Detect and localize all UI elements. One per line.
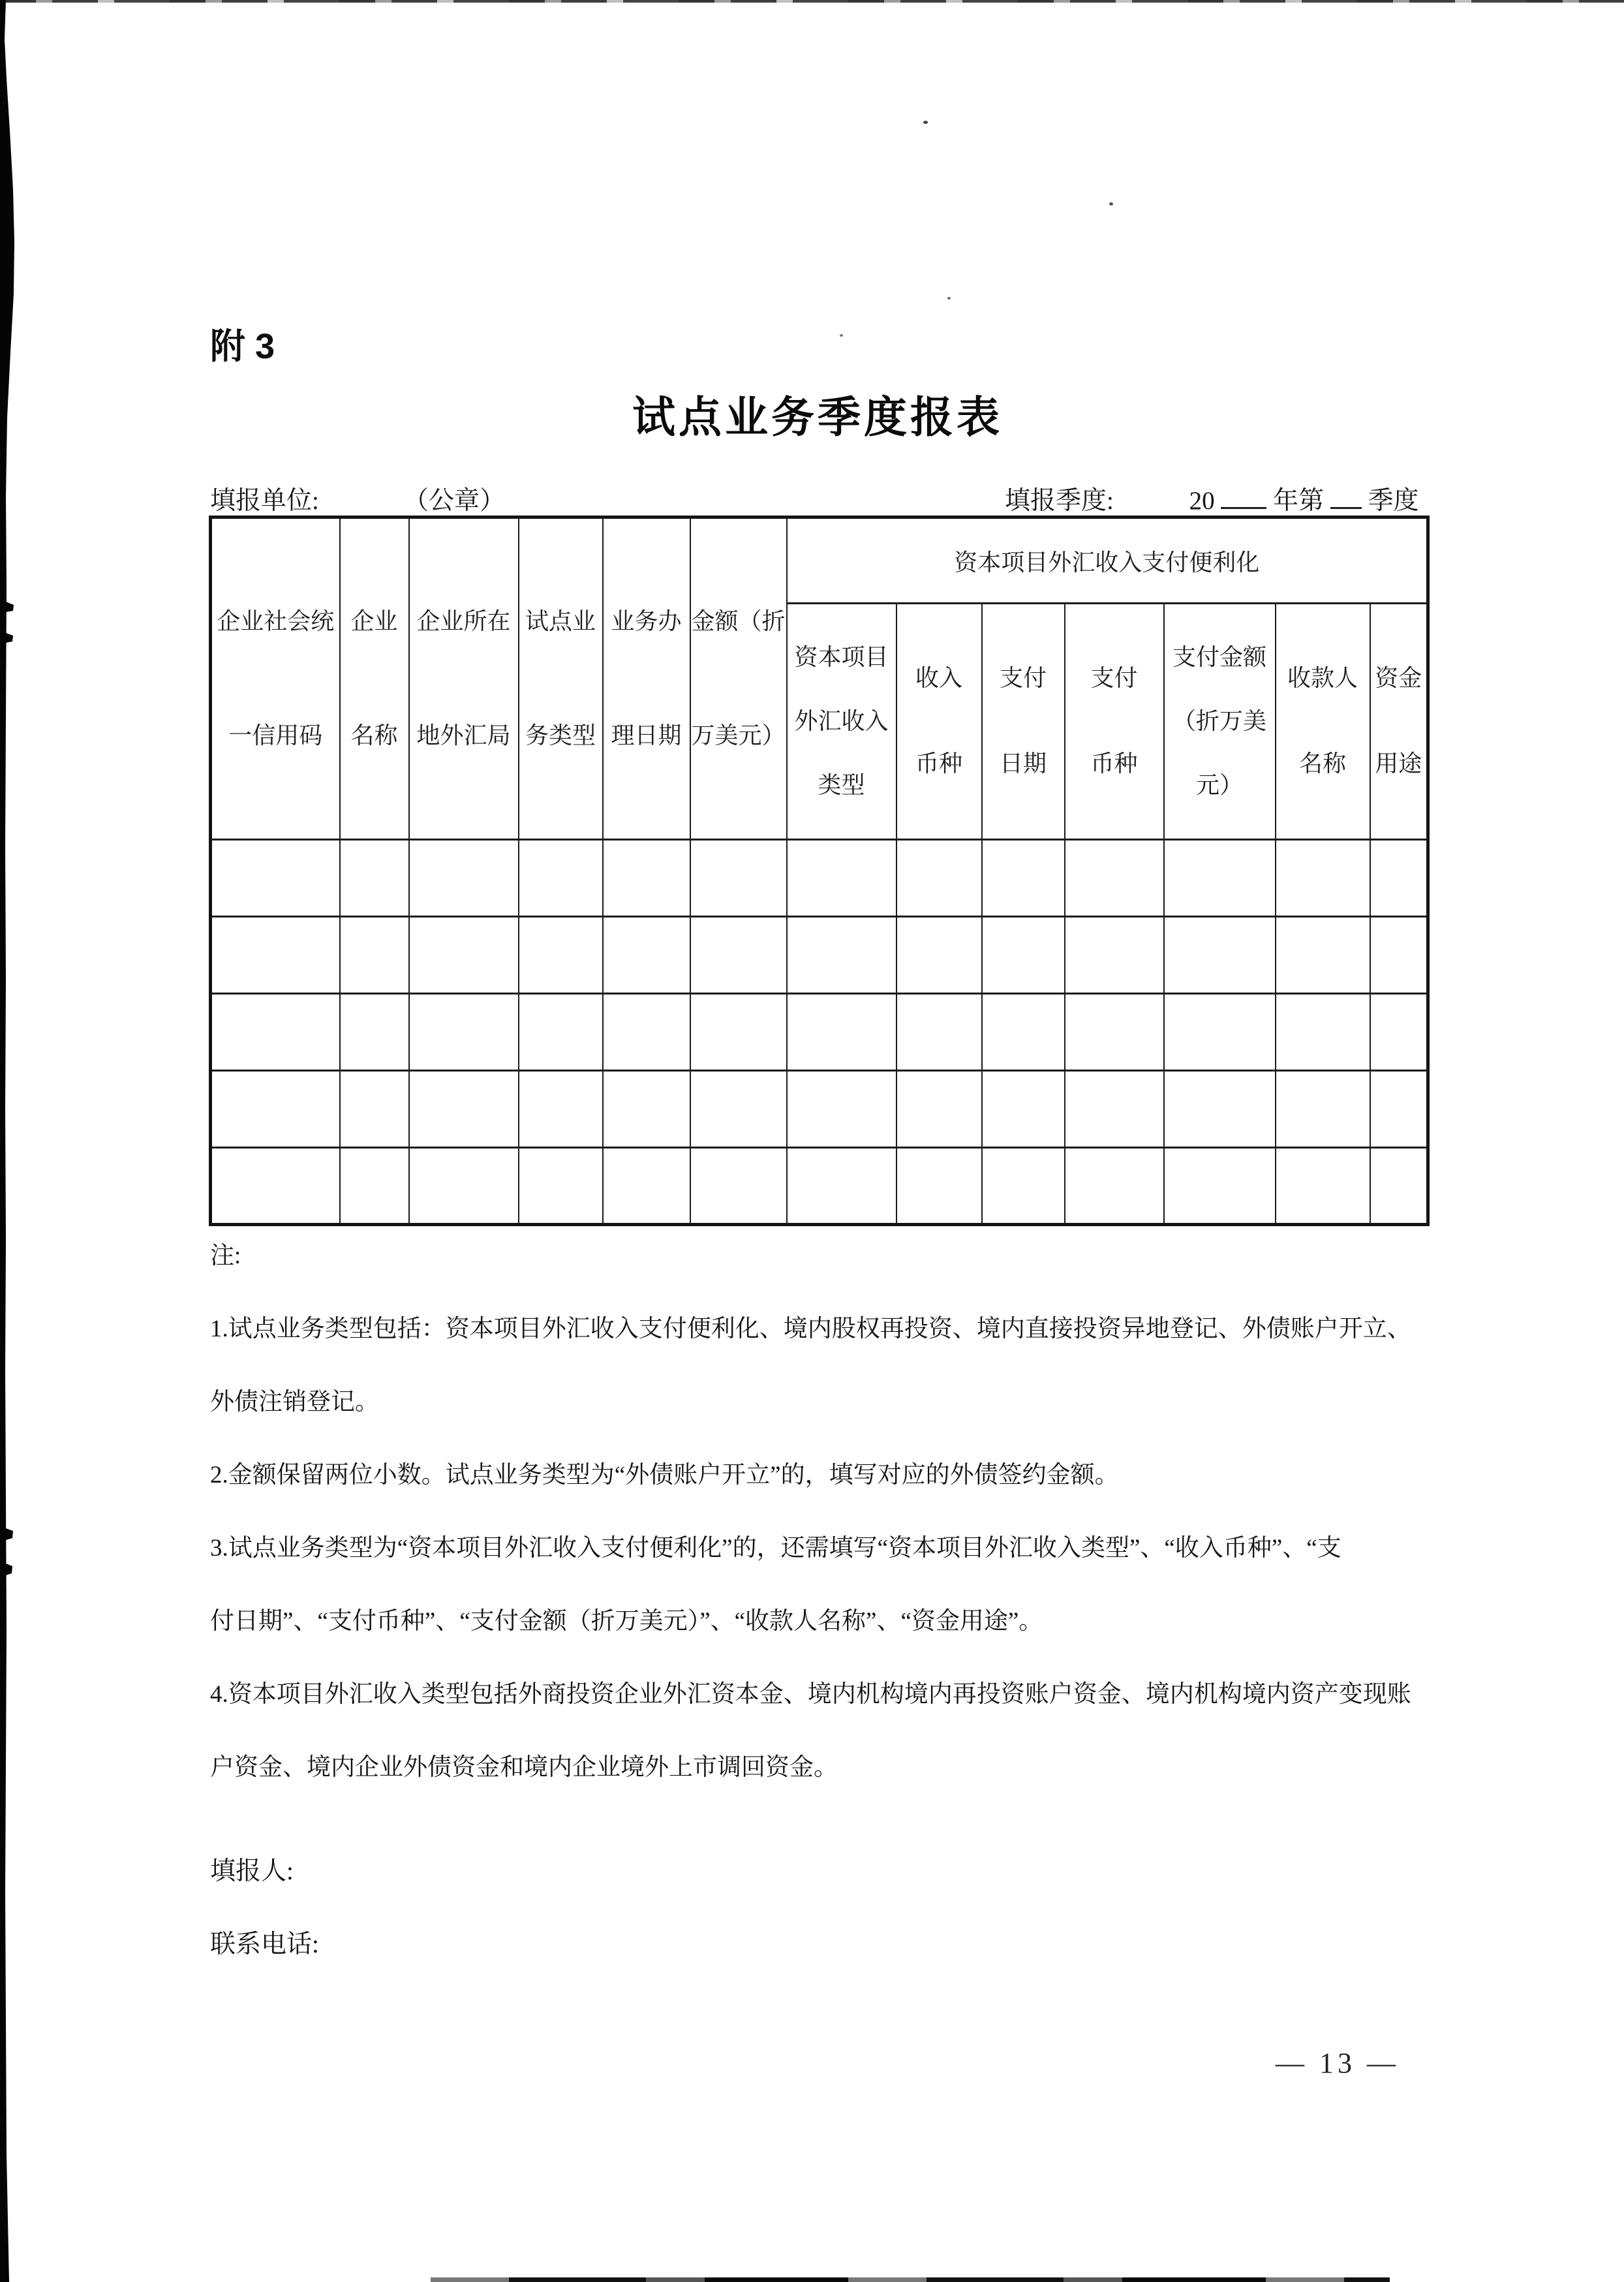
table-row	[211, 917, 1428, 994]
page-number: — 13 —	[1276, 2047, 1400, 2079]
scan-artifact-top-edge	[0, 0, 1624, 3]
table-row	[211, 1148, 1428, 1225]
table-empty-cell	[409, 917, 519, 994]
table-empty-cell	[690, 994, 787, 1071]
table-empty-cell	[787, 917, 896, 994]
notes-section	[210, 1241, 1515, 1826]
table-empty-cell	[982, 917, 1065, 994]
col-header-line: 务类型	[525, 722, 596, 748]
col-header-payee-name	[1276, 604, 1370, 840]
table-row	[211, 994, 1428, 1071]
table-empty-cell	[409, 1148, 519, 1225]
table-empty-cell	[211, 840, 340, 917]
col-header-company-name	[340, 517, 409, 840]
reporting-unit-label: 填报单位:	[210, 487, 319, 515]
note-line: 1.试点业务类型包括：资本项目外汇收入支付便利化、境内股权再投资、境内直接投资异地登记、外债账户开立、	[210, 1316, 1411, 1342]
scan-speck	[947, 297, 951, 300]
col-header-line: 理日期	[611, 722, 682, 748]
table-empty-cell	[896, 917, 982, 994]
table-empty-cell	[787, 840, 896, 917]
note-line: 2.金额保留两位小数。试点业务类型为“外债账户开立”的，填写对应的外债签约金额。	[210, 1462, 1119, 1488]
col-header-line: 地外汇局	[416, 722, 511, 748]
col-header-line: 类型	[818, 771, 865, 798]
table-empty-cell	[896, 840, 982, 917]
col-header-line: 支付	[999, 665, 1047, 692]
note-line: 3.试点业务类型为“资本项目外汇收入支付便利化”的，还需填写“资本项目外汇收入类型”、“收入币种”、“支	[210, 1535, 1341, 1562]
seal-label: （公章）	[403, 487, 506, 515]
col-header-line: 用途	[1375, 750, 1422, 777]
scan-speck	[840, 334, 843, 337]
table-empty-cell	[982, 840, 1065, 917]
quarter-suffix-text: 季度	[1368, 487, 1419, 515]
table-empty-cell	[340, 840, 409, 917]
table-empty-cell	[690, 1148, 787, 1225]
col-header-fx-income-type	[787, 604, 896, 840]
table-empty-cell	[519, 994, 603, 1071]
table-empty-cell	[603, 917, 690, 994]
table-empty-cell	[1065, 1071, 1164, 1148]
table-empty-cell	[211, 917, 340, 994]
table-empty-cell	[1065, 840, 1164, 917]
contact-phone-label: 联系电话:	[210, 1930, 319, 1958]
note-line: 付日期”、“支付币种”、“支付金额（折万美元）”、“收款人名称”、“资金用途”。	[210, 1608, 1043, 1635]
quarter-middle-text: 年第	[1273, 487, 1325, 515]
table-empty-cell	[1276, 994, 1370, 1071]
table-empty-cell	[603, 1071, 690, 1148]
col-header-payment-date	[982, 604, 1065, 840]
table-empty-cell	[896, 1071, 982, 1148]
page-title: 试点业务季度报表	[632, 393, 1003, 441]
col-header-line: 业务办	[611, 608, 682, 634]
quarter-number-blank	[1330, 484, 1362, 509]
col-header-fund-usage	[1370, 604, 1428, 840]
report-table	[209, 516, 1430, 1226]
col-header-line: 币种	[915, 750, 962, 777]
scan-artifact-bottom-edge	[431, 2277, 1390, 2282]
col-header-credit-code	[211, 517, 340, 840]
table-empty-cell	[982, 994, 1065, 1071]
scan-speck	[1109, 202, 1113, 206]
table-empty-cell	[982, 1148, 1065, 1225]
group-header-facilitation: 资本项目外汇收入支付便利化	[787, 517, 1428, 604]
col-header-line: 外汇收入	[794, 707, 889, 734]
col-header-line: （折万美	[1172, 707, 1266, 734]
attachment-label: 附 3	[210, 327, 275, 366]
col-header-payment-currency	[1065, 604, 1164, 840]
col-header-income-currency	[896, 604, 982, 840]
table-empty-cell	[690, 917, 787, 994]
col-header-line: 支付	[1090, 665, 1138, 692]
table-empty-cell	[690, 1071, 787, 1148]
table-empty-cell	[787, 994, 896, 1071]
reporting-quarter-group	[1005, 480, 1419, 517]
table-empty-cell	[1164, 1071, 1276, 1148]
table-empty-cell	[1276, 1148, 1370, 1225]
scan-artifact-left-edge	[0, 0, 21, 2282]
col-header-line: 企业所在	[416, 608, 511, 634]
table-empty-cell	[1370, 994, 1428, 1071]
col-header-line: 元）	[1195, 771, 1243, 798]
table-empty-cell	[519, 917, 603, 994]
table-empty-cell	[340, 994, 409, 1071]
table-empty-cell	[340, 1148, 409, 1225]
table-empty-cell	[211, 1148, 340, 1225]
col-header-line: 企业	[350, 608, 398, 634]
table-empty-cell	[603, 840, 690, 917]
col-header-amount-usd	[690, 517, 787, 840]
table-empty-cell	[1370, 1148, 1428, 1225]
table-empty-cell	[787, 1071, 896, 1148]
quarter-year-blank	[1221, 484, 1266, 509]
col-header-line: 资本项目	[794, 643, 889, 670]
col-header-safe-branch	[409, 517, 519, 840]
preparer-label: 填报人:	[210, 1857, 294, 1885]
table-empty-cell	[1370, 840, 1428, 917]
col-header-line: 名称	[1298, 750, 1346, 777]
table-empty-cell	[603, 1148, 690, 1225]
table-empty-cell	[340, 917, 409, 994]
table-empty-cell	[787, 1148, 896, 1225]
table-empty-cell	[1276, 1071, 1370, 1148]
table-empty-cell	[340, 1071, 409, 1148]
table-empty-cell	[1065, 917, 1164, 994]
table-empty-cell	[1164, 917, 1276, 994]
table-empty-cell	[1370, 917, 1428, 994]
table-empty-cell	[603, 994, 690, 1071]
form-meta-row	[0, 480, 1624, 514]
table-empty-cell	[519, 840, 603, 917]
reporting-quarter-label: 填报季度:	[1005, 487, 1114, 515]
quarter-year-prefix: 20	[1189, 487, 1215, 515]
table-empty-cell	[982, 1071, 1065, 1148]
table-empty-cell	[409, 994, 519, 1071]
col-header-handle-date	[603, 517, 690, 840]
col-header-line: 收款人	[1287, 665, 1358, 692]
col-header-line: 日期	[999, 750, 1047, 777]
table-empty-cell	[1164, 840, 1276, 917]
table-empty-cell	[519, 1148, 603, 1225]
table-empty-cell	[1370, 1071, 1428, 1148]
table-empty-cell	[409, 1071, 519, 1148]
col-header-line: 名称	[350, 722, 398, 748]
table-empty-cell	[211, 1071, 340, 1148]
col-header-line: 金额（折	[691, 608, 786, 634]
col-header-line: 万美元）	[691, 722, 786, 748]
note-line: 4.资本项目外汇收入类型包括外商投资企业外汇资本金、境内机构境内再投资账户资金、境内机构境内资产变现账	[210, 1681, 1411, 1708]
table-row	[211, 840, 1428, 917]
scan-speck	[923, 121, 928, 124]
table-empty-cell	[1276, 840, 1370, 917]
col-header-line: 一信用码	[228, 722, 323, 748]
col-header-pilot-business-type	[519, 517, 603, 840]
table-empty-cell	[896, 1148, 982, 1225]
table-empty-cell	[409, 840, 519, 917]
col-header-line: 企业社会统	[217, 608, 335, 634]
table-empty-cell	[1164, 1148, 1276, 1225]
table-empty-cell	[211, 994, 340, 1071]
table-empty-cell	[896, 994, 982, 1071]
table-header-row-group	[211, 517, 1428, 604]
col-header-line: 资金	[1375, 665, 1422, 692]
notes-heading: 注:	[210, 1242, 241, 1269]
table-empty-cell	[1164, 994, 1276, 1071]
col-header-line: 试点业	[525, 608, 596, 634]
note-line: 外债注销登记。	[210, 1389, 379, 1415]
table-empty-cell	[1065, 1148, 1164, 1225]
col-header-line: 收入	[915, 665, 962, 692]
col-header-line: 币种	[1090, 750, 1138, 777]
table-empty-cell	[1276, 917, 1370, 994]
table-empty-cell	[1065, 994, 1164, 1071]
table-empty-cell	[690, 840, 787, 917]
table-empty-cell	[519, 1071, 603, 1148]
col-header-line: 支付金额	[1172, 643, 1266, 670]
col-header-payment-amount	[1164, 604, 1276, 840]
note-line: 户资金、境内企业外债资金和境内企业境外上市调回资金。	[210, 1754, 838, 1781]
table-row	[211, 1071, 1428, 1148]
